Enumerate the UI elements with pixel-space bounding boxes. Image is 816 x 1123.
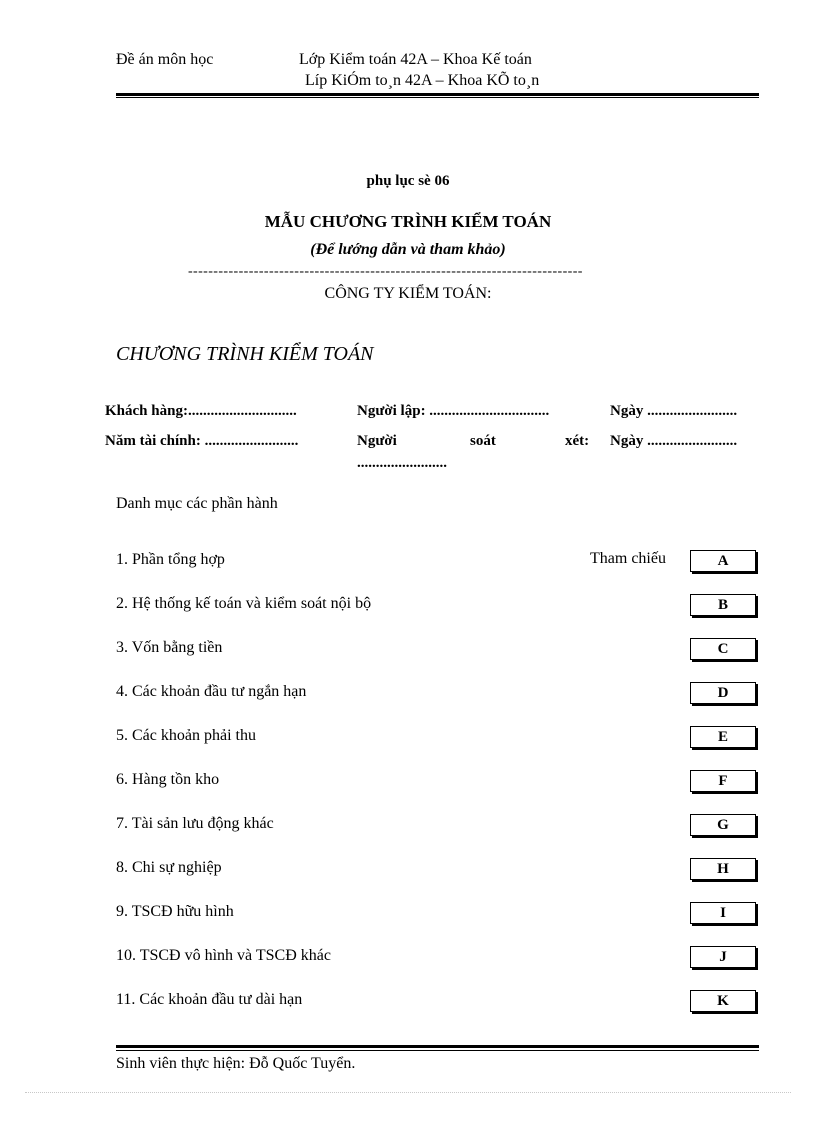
section-item-label: 5. Các khoản phải thu	[116, 727, 256, 744]
header-course-line: Lớp Kiểm toán 42A – Khoa Kế toán	[299, 51, 532, 68]
section-item-label: 9. TSCĐ hữu hình	[116, 903, 234, 920]
reviewer-word-2: soát	[470, 433, 496, 449]
page-bottom-dotted-line	[25, 1092, 791, 1093]
date-field-1: Ngày ........................	[610, 403, 738, 419]
appendix-label: phụ lục sè 06	[366, 173, 450, 189]
fiscal-year-field: Năm tài chính: .........................	[105, 433, 299, 449]
section-item-label: 4. Các khoản đầu tư ngắn hạn	[116, 683, 307, 700]
section-item-label: 1. Phần tổng hợp	[116, 551, 225, 568]
list-heading: Danh mục các phần hành	[116, 495, 278, 512]
section-item-label: 3. Vốn bằng tiền	[116, 639, 223, 656]
section-item-label: 7. Tài sản lưu động khác	[116, 815, 274, 832]
reference-box: D	[690, 682, 756, 704]
main-title: MẪU CHƯƠNG TRÌNH KIỂM TOÁN	[264, 212, 552, 231]
reference-box: K	[690, 990, 756, 1012]
reference-box: C	[690, 638, 756, 660]
date-field-2: Ngày ........................	[610, 433, 738, 449]
reviewer-dots: ........................	[357, 455, 447, 471]
reviewer-word-1: Người	[357, 433, 397, 449]
client-field: Khách hàng:.............................	[105, 403, 297, 419]
footer-rule-thin	[116, 1050, 759, 1051]
header-rule-thick	[116, 93, 759, 96]
reviewer-word-3: xét:	[565, 433, 590, 449]
section-item-label: 8. Chi sự nghiệp	[116, 859, 222, 876]
reference-box: A	[690, 550, 756, 572]
sub-title: (Để lướng dẫn và tham khảo)	[310, 241, 506, 258]
reference-box: B	[690, 594, 756, 616]
section-title: CHƯƠNG TRÌNH KIỂM TOÁN	[116, 343, 374, 365]
header-left-text: Đề án môn học	[116, 51, 214, 68]
footer-rule-thick	[116, 1045, 759, 1048]
reference-box: E	[690, 726, 756, 748]
dash-separator: ------------------------------------------------------------------------------	[188, 264, 583, 279]
reference-label: Tham chiếu	[590, 550, 666, 567]
reference-box: F	[690, 770, 756, 792]
reference-box: J	[690, 946, 756, 968]
preparer-field: Người lập: ................................	[357, 403, 550, 419]
header-course-line-garbled: Líp KiÓm to¸n 42A – Khoa KÕ to¸n	[305, 72, 540, 89]
section-item-label: 10. TSCĐ vô hình và TSCĐ khác	[116, 947, 331, 964]
reference-box: G	[690, 814, 756, 836]
section-item-label: 11. Các khoản đầu tư dài hạn	[116, 991, 303, 1008]
reference-box: I	[690, 902, 756, 924]
section-item-label: 2. Hệ thống kế toán và kiểm soát nội bộ	[116, 595, 372, 612]
footer-student: Sinh viên thực hiện: Đỗ Quốc Tuyển.	[116, 1055, 356, 1072]
section-item-label: 6. Hàng tồn kho	[116, 771, 220, 788]
company-label: CÔNG TY KIỂM TOÁN:	[324, 285, 492, 302]
header-rule-thin	[116, 97, 759, 98]
reference-box: H	[690, 858, 756, 880]
